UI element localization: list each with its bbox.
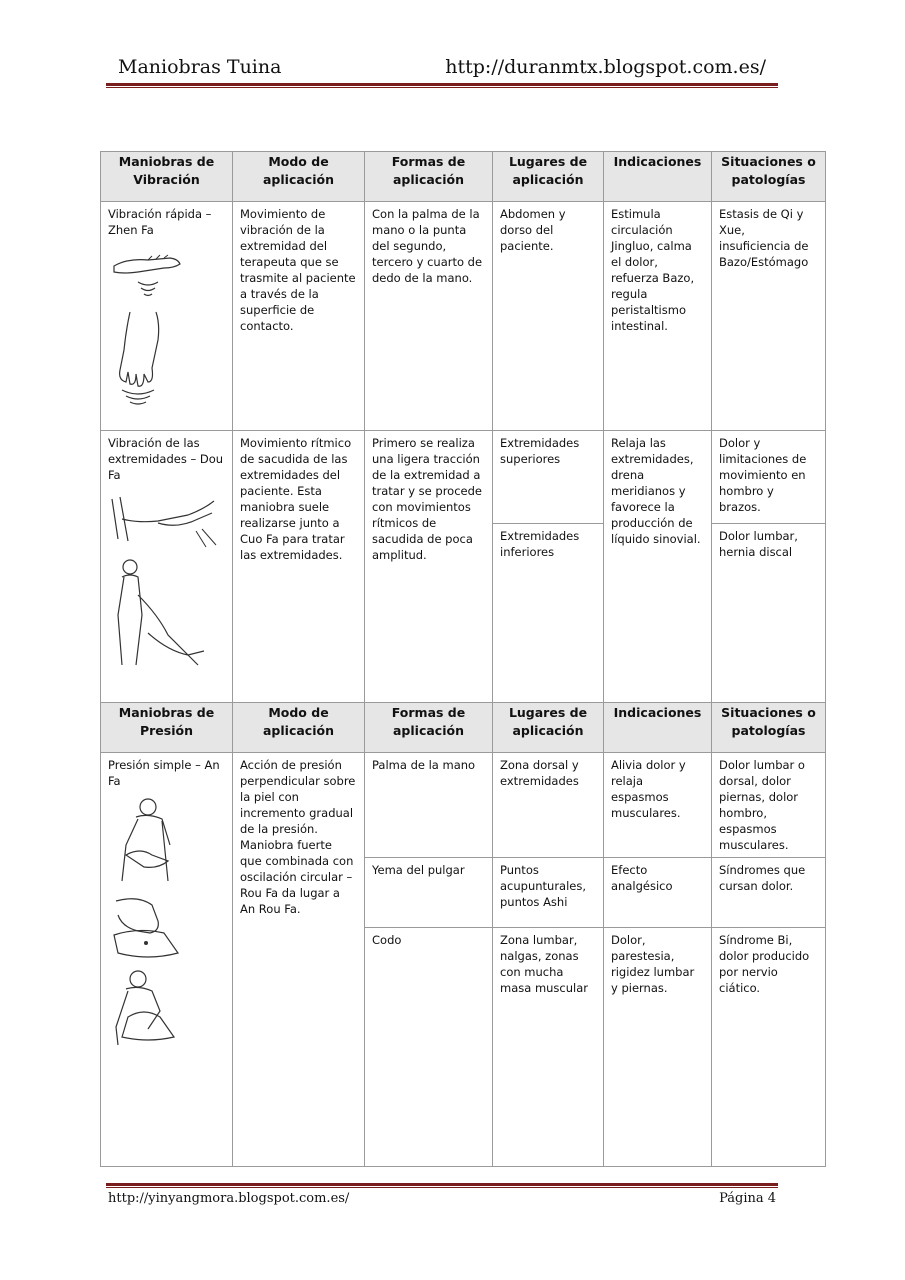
an-place-cell: Puntos acupunturales, puntos Ashi xyxy=(493,858,604,928)
col-situaciones: Situaciones o patologías xyxy=(712,152,826,202)
col-formas: Formas de aplicación xyxy=(365,152,493,202)
dou-places-upper-cell: Extremidades superiores xyxy=(493,431,604,524)
dou-mode-cell: Movimiento rítmico de sacudida de las extremidades del paciente. Esta maniobra suele realizarse junto a Cuo Fa para tratar las extremidades. xyxy=(233,431,365,703)
tuina-table xyxy=(100,151,826,1167)
col-formas: Formas de aplicación xyxy=(365,703,493,753)
vibration-header-row xyxy=(101,152,826,202)
footer-url: http://yinyangmora.blogspot.com.es/ xyxy=(108,1191,350,1206)
leg-shake-icon xyxy=(108,555,208,675)
dou-pathologies-upper-cell: Dolor y limitaciones de movimiento en hombro y brazos. xyxy=(712,431,826,524)
col-situaciones: Situaciones o patologías xyxy=(712,703,826,753)
zhen-name-cell xyxy=(101,202,233,431)
col-maniobra: Maniobras de Vibración xyxy=(101,152,233,202)
col-modo: Modo de aplicación xyxy=(233,152,365,202)
header-rule xyxy=(106,83,778,86)
an-indication-cell: Alivia dolor y relaja espasmos musculares. xyxy=(604,753,712,858)
an-place-cell: Zona dorsal y extremidades xyxy=(493,753,604,858)
an-form-cell: Yema del pulgar xyxy=(365,858,493,928)
table-row xyxy=(101,753,826,858)
col-maniobra: Maniobras de Presión xyxy=(101,703,233,753)
page-header xyxy=(118,56,778,82)
footer-rule-thin xyxy=(106,1187,778,1188)
col-lugares: Lugares de aplicación xyxy=(493,703,604,753)
hand-fingers-icon xyxy=(108,310,178,410)
table-row xyxy=(101,431,826,524)
elbow-press-icon xyxy=(108,967,188,1047)
col-indicaciones: Indicaciones xyxy=(604,152,712,202)
an-pathology-cell: Síndromes que cursan dolor. xyxy=(712,858,826,928)
dou-forms-cell: Primero se realiza una ligera tracción de la extremidad a tratar y se procede con movimientos rítmicos de sacudida de poca amplitud. xyxy=(365,431,493,703)
footer-rule xyxy=(106,1183,778,1186)
header-url: http://duranmtx.blogspot.com.es/ xyxy=(445,56,766,78)
an-place-cell: Zona lumbar, nalgas, zonas con mucha masa muscular xyxy=(493,928,604,1167)
palm-press-icon xyxy=(108,795,188,885)
an-form-cell: Codo xyxy=(365,928,493,1167)
zhen-places-cell: Abdomen y dorso del paciente. xyxy=(493,202,604,431)
thumb-press-icon xyxy=(108,891,188,961)
header-rule-thin xyxy=(106,87,778,88)
maneuver-name: Vibración de las extremidades – Dou Fa xyxy=(108,436,224,482)
pressure-header-row xyxy=(101,703,826,753)
an-name-cell xyxy=(101,753,233,1167)
page-footer xyxy=(108,1191,776,1206)
maneuver-name: Presión simple – An Fa xyxy=(108,758,220,788)
dou-pathologies-lower-cell: Dolor lumbar, hernia discal xyxy=(712,524,826,703)
table-row xyxy=(101,202,826,431)
an-pathology-cell: Síndrome Bi, dolor producido por nervio ciático. xyxy=(712,928,826,1167)
an-form-cell: Palma de la mano xyxy=(365,753,493,858)
an-pathology-cell: Dolor lumbar o dorsal, dolor piernas, dolor hombro, espasmos musculares. xyxy=(712,753,826,858)
zhen-mode-cell: Movimiento de vibración de la extremidad del terapeuta que se trasmite al paciente a través de la superficie de contacto. xyxy=(233,202,365,431)
an-mode-cell: Acción de presión perpendicular sobre la piel con incremento gradual de la presión. Maniobra fuerte que combinada con oscilación circular – Rou Fa da lugar a An Rou Fa. xyxy=(233,753,365,1167)
zhen-forms-cell: Con la palma de la mano o la punta del segundo, tercero y cuarto de dedo de la mano. xyxy=(365,202,493,431)
dou-name-cell xyxy=(101,431,233,703)
dou-indications-cell: Relaja las extremidades, drena meridianos y favorece la producción de líquido sinovial. xyxy=(604,431,712,703)
hand-vibration-icon xyxy=(108,244,188,304)
col-modo: Modo de aplicación xyxy=(233,703,365,753)
page-number: Página 4 xyxy=(719,1191,776,1206)
dou-places-lower-cell: Extremidades inferiores xyxy=(493,524,604,703)
maneuver-name: Vibración rápida – Zhen Fa xyxy=(108,207,212,237)
an-indication-cell: Dolor, parestesia, rigidez lumbar y piernas. xyxy=(604,928,712,1167)
col-lugares: Lugares de aplicación xyxy=(493,152,604,202)
zhen-pathologies-cell: Estasis de Qi y Xue, insuficiencia de Bazo/Estómago xyxy=(712,202,826,431)
col-indicaciones: Indicaciones xyxy=(604,703,712,753)
zhen-indications-cell: Estimula circulación Jingluo, calma el dolor, refuerza Bazo, regula peristaltismo intestinal. xyxy=(604,202,712,431)
an-indication-cell: Efecto analgésico xyxy=(604,858,712,928)
arm-shake-icon xyxy=(108,489,218,549)
header-title: Maniobras Tuina xyxy=(118,56,282,78)
